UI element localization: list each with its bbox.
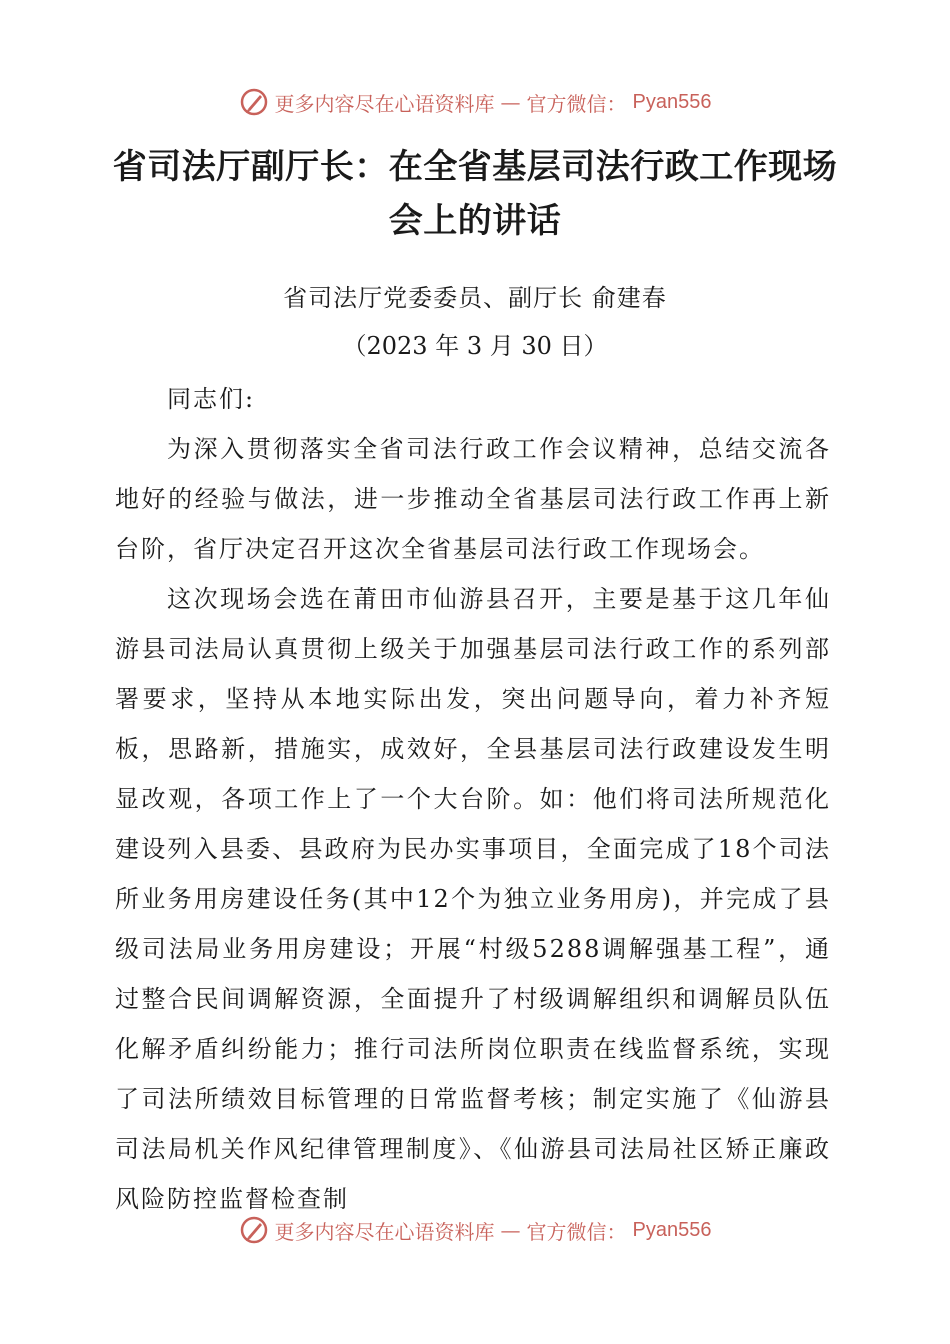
watermark-text: 更多内容尽在心语资料库 <box>274 1219 495 1244</box>
watermark-wechat-label: 官方微信： <box>526 1219 627 1244</box>
document-title: 省司法厅副厅长：在全省基层司法行政工作现场会上的讲话 <box>112 147 838 241</box>
paragraph: 为深入贯彻落实全省司法行政工作会议精神，总结交流各地好的经验与做法，进一步推动全省基层司法行政工作再上新台阶，省厅决定召开这次全省基层司法行政工作现场会。 <box>115 435 831 563</box>
watermark-footer <box>0 1212 950 1248</box>
pen-logo-icon <box>239 87 269 117</box>
watermark-header <box>0 84 950 120</box>
watermark-separator: — <box>500 90 521 114</box>
paragraph: 这次现场会选在莆田市仙游县召开，主要是基于这几年仙游县司法局认真贯彻上级关于加强基层司法行政工作的系列部署要求，坚持从本地实际出发，突出问题导向，着力补齐短板，思路新，措施实，成效好，全县基层司法行政建设发生明显改观，各项工作上了一个大台阶。如：他们将司法所规范化建设列入县委、县政府为民办实事项目，全面完成了18个司法所业务用房建设任务(其中12个为独立业务用房)，并完成了县级司法局业务用房建设；开展“村级5288调解强基工程”，通过整合民间调解资源，全面提升了村级调解组织和调解员队伍化解矛盾纠纷能力；推行司法所岗位职责在线监督系统，实现了司法所绩效目标管理的日常监督考核；制定实施了《仙游县司法局机关作风纪律管理制度》、《仙游县司法局社区矫正廉政风险防控监督检查制 <box>115 585 831 1213</box>
watermark-wechat-id: Pyan556 <box>632 1218 712 1241</box>
watermark-wechat-id: Pyan556 <box>632 90 712 113</box>
document-author: 省司法厅党委委员、副厅长 俞建春 <box>283 284 667 312</box>
watermark-separator: — <box>500 1218 521 1242</box>
document-body <box>115 374 831 1224</box>
salutation: 同志们: <box>167 385 256 413</box>
watermark-wechat-label: 官方微信： <box>526 91 627 116</box>
watermark-text: 更多内容尽在心语资料库 <box>274 91 495 116</box>
pen-logo-icon <box>239 1215 269 1245</box>
document-date: （2023 年 3 月 30 日） <box>342 332 608 360</box>
